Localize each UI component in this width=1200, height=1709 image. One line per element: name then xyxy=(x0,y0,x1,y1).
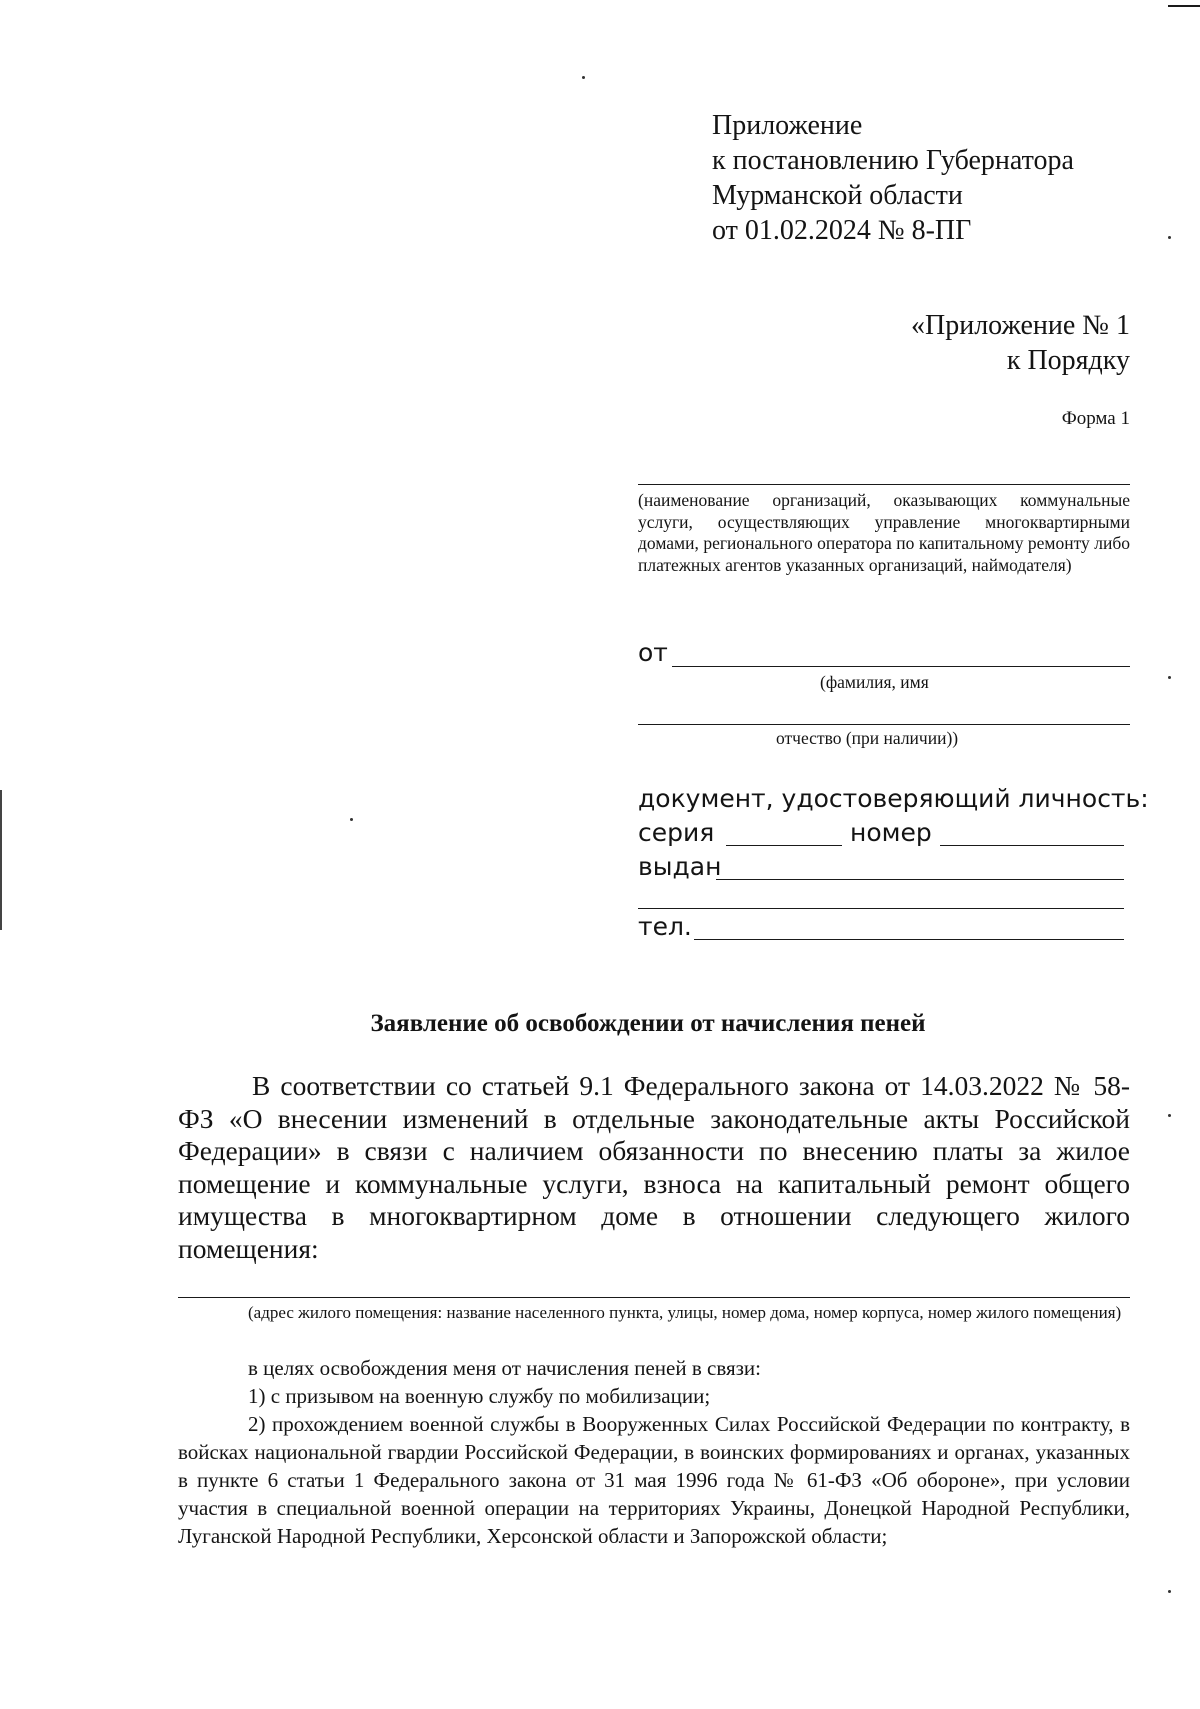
document-title-text: Заявление об освобождении от начисления пеней xyxy=(370,1010,926,1037)
appendix-line-2: к Порядку xyxy=(1006,345,1130,376)
item-1: 1) с призывом на военную службу по мобилизации; xyxy=(248,1384,711,1408)
scan-speck xyxy=(1168,676,1171,679)
issued-label: выдан xyxy=(638,852,722,881)
applicant-name-line xyxy=(672,666,1130,667)
id-document-label: документ, удостоверяющий личность: xyxy=(638,784,1149,813)
address-caption: (адрес жилого помещения: название населенного пункта, улицы, номер дома, номер корпуса, номер жилого помещения) xyxy=(248,1303,1122,1322)
issued-field-line-2 xyxy=(638,908,1124,909)
applicant-patronymic-line xyxy=(638,724,1130,725)
header-line-3: Мурманской области xyxy=(712,180,963,211)
series-label: серия xyxy=(638,818,715,847)
scan-speck xyxy=(350,818,353,821)
main-paragraph: В соответствии со статьей 9.1 Федерального закона от 14.03.2022 № 58-ФЗ «О внесении изменений в отдельные законодательные акты Российской Федерации» в связи с наличием обязанности по внесению платы за жилое помещение и коммунальные услуги, взноса на капитальный ремонт общего имущества в многоквартирном доме в отношении следующего жилого помещения: xyxy=(178,1070,1130,1264)
scan-left-edge xyxy=(0,790,2,930)
patronymic-caption: отчество (при наличии)) xyxy=(776,728,959,748)
document-title xyxy=(0,1010,1200,1038)
name-caption: (фамилия, имя xyxy=(820,672,929,692)
scan-speck xyxy=(1168,236,1171,239)
scan-speck xyxy=(1168,1114,1171,1117)
purpose-text: в целях освобождения меня от начисления пеней в связи: xyxy=(248,1356,761,1380)
phone-field-line xyxy=(694,939,1124,940)
header-line-1: Приложение xyxy=(712,110,863,141)
scan-speck xyxy=(582,76,585,79)
header-line-4: от 01.02.2024 № 8-ПГ xyxy=(712,215,972,246)
decree-appendix-header xyxy=(712,108,1074,248)
number-field-line xyxy=(940,845,1124,846)
form-number-label: Форма 1 xyxy=(1061,408,1130,429)
appendix-line-1: «Приложение № 1 xyxy=(911,310,1130,341)
procedure-appendix-header xyxy=(911,308,1130,378)
recipient-name-line xyxy=(638,484,1130,485)
issued-field-line xyxy=(716,879,1124,880)
scan-speck xyxy=(1168,1590,1171,1593)
item-2: 2) прохождением военной службы в Вооруженных Силах Российской Федерации по контракту, в войсках национальной гвардии Российской Федерации, в воинских формированиях и органах, указанных в пункте 6 статьи 1 Федерального закона от 31 мая 1996 года № 61-ФЗ «Об обороне», при условии участия в специальной военной операции на территориях Украины, Донецкой Народной Республики, Луганской Народной Республики, Херсонской области и Запорожской области; xyxy=(178,1412,1130,1548)
series-field-line xyxy=(726,845,842,846)
phone-label: тел. xyxy=(638,912,692,941)
scan-edge-mark xyxy=(1168,5,1200,7)
from-label: от xyxy=(638,638,668,667)
recipient-caption: (наименование организаций, оказывающих коммунальные услуги, осуществляющих управление многоквартирными домами, регионального оператора по капитальному ремонту либо платежных агентов указанных организаций, наймодателя) xyxy=(638,490,1130,575)
address-field-line xyxy=(178,1297,1130,1298)
number-label: номер xyxy=(850,818,932,847)
header-line-2: к постановлению Губернатора xyxy=(712,145,1074,176)
